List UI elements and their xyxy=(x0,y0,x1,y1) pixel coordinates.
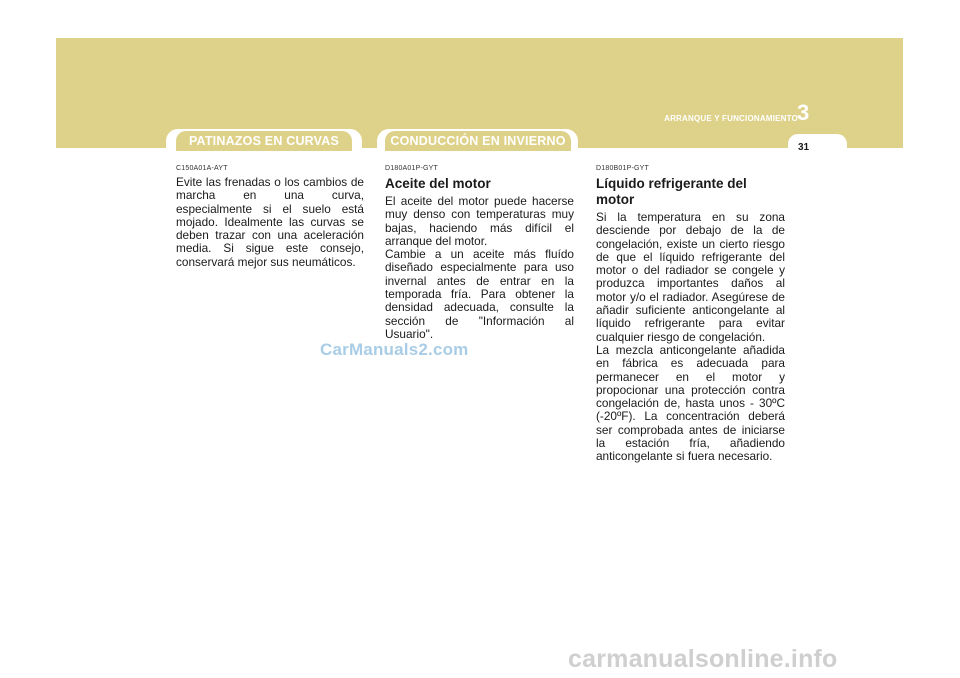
section-paragraph: El aceite del motor puede hacerse muy denso con temperaturas muy bajas, haciendo más difícil el arranque del motor. xyxy=(385,194,574,248)
column-curvas xyxy=(176,165,364,269)
section-body: Evite las frenadas o los cambios de marcha en una curva, especialmente si el suelo está mojado. Idealmente las curvas se deben trazar con una aceleración media. Si sigue este consejo, conservará mejor sus neumáticos. xyxy=(176,175,364,269)
section-paragraph: Cambie a un aceite más fluído diseñado especialmente para uso invernal antes de entrar en la temporada fría. Para obtener la densidad adecuada, consulte la sección de "Información al Usuario". xyxy=(385,247,574,341)
section-heading: Aceite del motor xyxy=(385,176,491,191)
section-paragraph: La mezcla anticongelante añadida en fábrica es adecuada para permanecer en el motor y propocionar una protección contra congelación de, hasta unos - 30ºC (-20ºF). La concentración deberá ser comprobada antes de iniciarse la estación fría, añadiendo anticongelante si fuera necesario. xyxy=(596,342,785,464)
chapter-title: ARRANQUE Y FUNCIONAMIENTO xyxy=(664,114,798,123)
page-number: 31 xyxy=(797,142,810,153)
tab-label-curvas: PATINAZOS EN CURVAS xyxy=(176,131,352,151)
column-refrigerante xyxy=(596,165,785,464)
footer-site-watermark: carmanualsonline.info xyxy=(568,645,838,673)
column-aceite xyxy=(385,165,574,341)
section-code: D180A01P-GYT xyxy=(385,165,438,172)
section-heading: Líquido refrigerante del motor xyxy=(596,176,747,207)
watermark-link[interactable]: CarManuals2.com xyxy=(320,340,469,359)
chapter-number: 3 xyxy=(797,100,810,125)
tab-label-invierno: CONDUCCIÓN EN INVIERNO xyxy=(385,131,571,151)
section-code: C150A01A-AYT xyxy=(176,165,228,172)
section-code: D180B01P-GYT xyxy=(596,165,649,172)
section-paragraph: Si la temperatura en su zona desciende por debajo de la de congelación, existe un cierto riesgo de que el líquido refrigerante del motor o del radiador se congele y produzca importantes daños al motor y/o el radiador. Asegúrese de añadir suficiente anticongelante al líquido refrigerante para evitar cualquier riesgo de congelación. xyxy=(596,210,785,344)
